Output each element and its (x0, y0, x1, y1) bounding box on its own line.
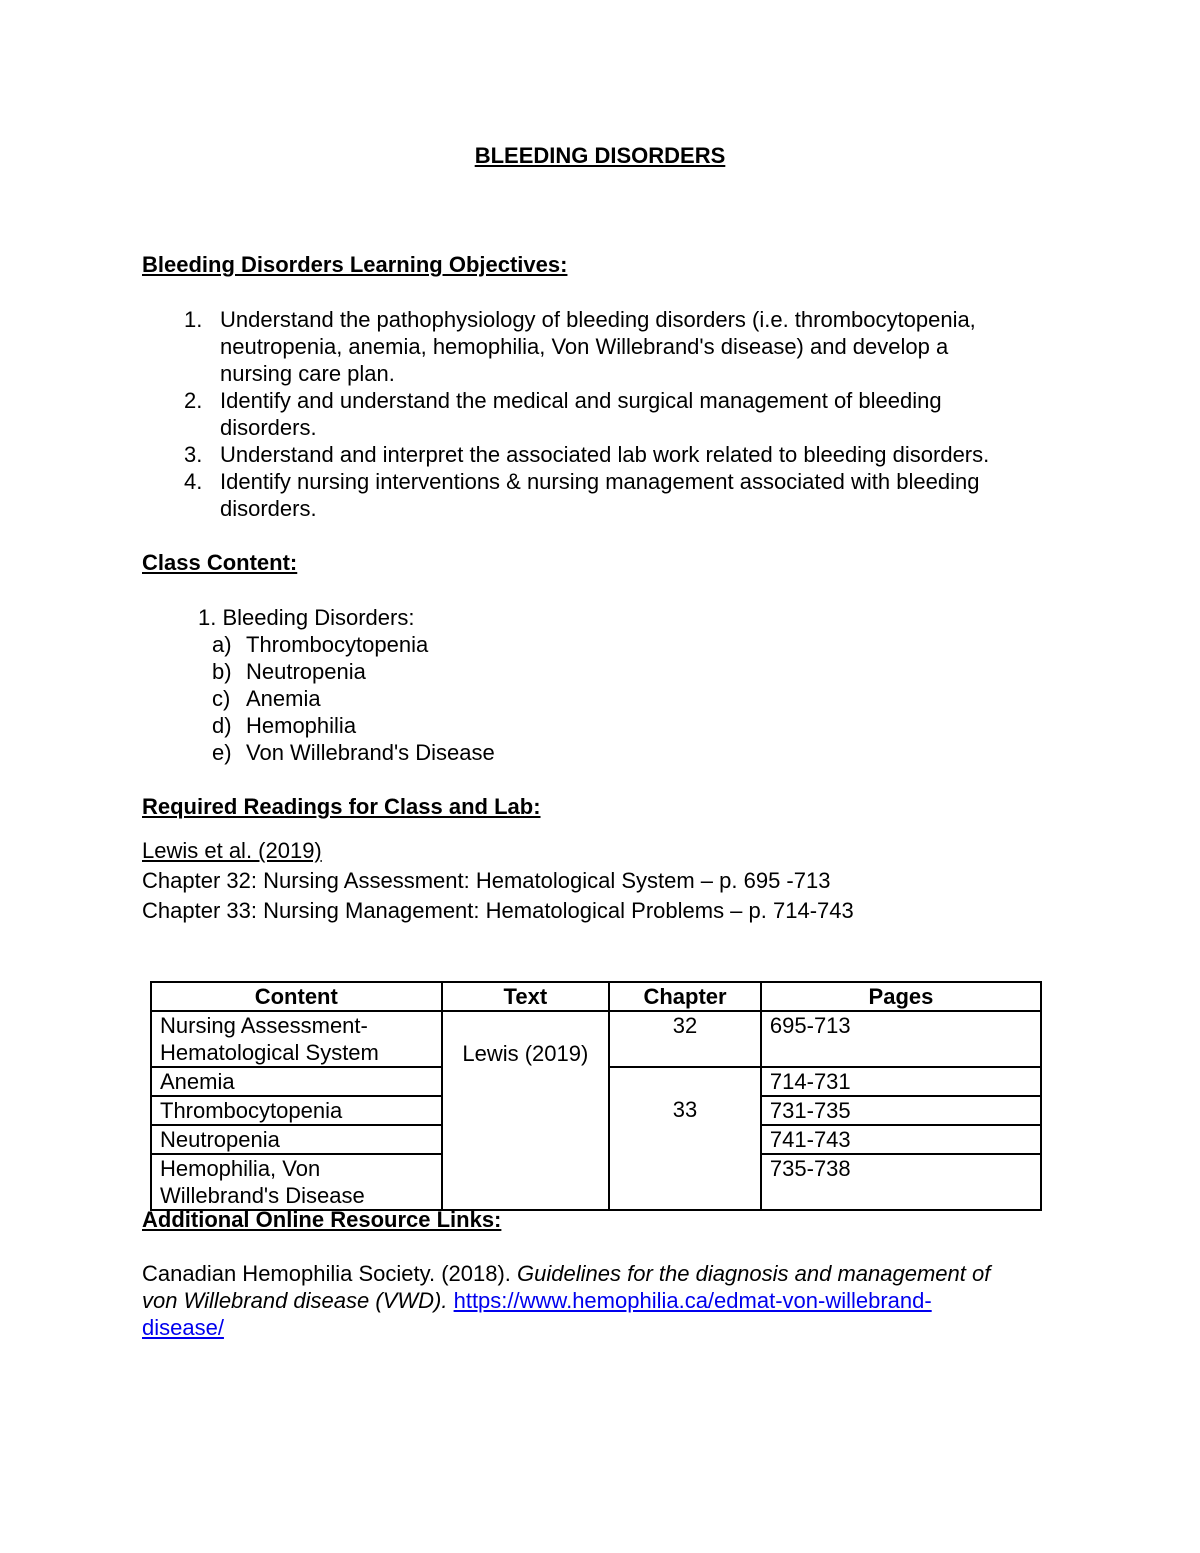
list-item (142, 387, 1062, 441)
table-header: Chapter (609, 982, 761, 1011)
class-content-list (198, 604, 495, 766)
list-item (142, 468, 1062, 522)
table-cell-content (151, 1154, 442, 1210)
resources-heading: Additional Online Resource Links: (142, 1207, 502, 1232)
table-header: Content (151, 982, 442, 1011)
item-line: disorders. (220, 415, 317, 440)
reading-chapter: Chapter 33: Nursing Management: Hematological Problems – p. 714-743 (142, 898, 854, 923)
cell-line: Hemophilia, Von (160, 1156, 321, 1181)
resource-link[interactable]: https://www.hemophilia.ca/edmat-von-willebrand- (453, 1288, 932, 1313)
item-number: 3. (184, 442, 203, 467)
item-number: 2. (184, 388, 203, 413)
table-cell-content: Thrombocytopenia (151, 1096, 442, 1125)
sub-item-text: Von Willebrand's Disease (246, 740, 495, 765)
resource-citation (142, 1260, 1062, 1341)
table-cell-pages: 735-738 (761, 1154, 1041, 1210)
sub-item-letter: e) (212, 740, 232, 765)
sub-item-letter: a) (212, 632, 232, 657)
citation-line (142, 1260, 1062, 1287)
sub-item-text: Hemophilia (246, 713, 357, 738)
item-line: disorders. (220, 496, 317, 521)
list-item (142, 306, 1062, 387)
table-cell-pages: 741-743 (761, 1125, 1041, 1154)
table-cell-text: Lewis (2019) (442, 1011, 610, 1210)
sub-item (198, 739, 495, 766)
objectives-heading: Bleeding Disorders Learning Objectives: (142, 252, 568, 277)
item-line: Identify and understand the medical and surgical management of bleeding (220, 388, 942, 413)
sub-item-text: Thrombocytopenia (246, 632, 429, 657)
item-number: 1. (184, 307, 203, 332)
citation-author: Canadian Hemophilia Society. (2018). (142, 1261, 518, 1286)
sub-item-letter: d) (212, 713, 232, 738)
table-cell-chapter: 32 (609, 1011, 761, 1067)
table-header: Pages (761, 982, 1041, 1011)
reading-source: Lewis et al. (2019) (142, 838, 322, 863)
page-title: BLEEDING DISORDERS (474, 143, 726, 168)
sub-item (198, 631, 495, 658)
item-line: Understand the pathophysiology of bleeding disorders (i.e. thrombocytopenia, (220, 307, 976, 332)
table-cell-content: Neutropenia (151, 1125, 442, 1154)
table-cell-pages: 714-731 (761, 1067, 1041, 1096)
sub-item-text: Anemia (246, 686, 321, 711)
table-cell-pages: 695-713 (761, 1011, 1041, 1067)
citation-title: Guidelines for the diagnosis and management of (517, 1261, 991, 1286)
resource-link[interactable]: disease/ (142, 1315, 224, 1340)
sub-item-text: Neutropenia (246, 659, 366, 684)
sub-item (198, 712, 495, 739)
readings-heading: Required Readings for Class and Lab: (142, 794, 541, 819)
cell-line: Hematological System (160, 1040, 379, 1065)
sub-item-letter: b) (212, 659, 232, 684)
item-line: Understand and interpret the associated lab work related to bleeding disorders. (220, 442, 990, 467)
objectives-list (142, 306, 1062, 522)
citation-line (142, 1287, 1062, 1314)
list-item (142, 441, 1062, 468)
class-content-heading: Class Content: (142, 550, 298, 575)
table-cell-chapter: 33 (609, 1067, 761, 1210)
cell-line: Nursing Assessment- (160, 1013, 368, 1038)
list-item: 1. Bleeding Disorders: (198, 605, 415, 630)
reading-chapter: Chapter 32: Nursing Assessment: Hematological System – p. 695 -713 (142, 868, 831, 893)
readings-table (150, 981, 1042, 1211)
table-header-row (151, 982, 1041, 1011)
item-line: nursing care plan. (220, 361, 395, 386)
sub-item-letter: c) (212, 686, 231, 711)
item-number: 4. (184, 469, 203, 494)
table-cell-content: Anemia (151, 1067, 442, 1096)
citation-title: von Willebrand disease (VWD). (142, 1288, 448, 1313)
table-cell-pages: 731-735 (761, 1096, 1041, 1125)
citation-line (142, 1314, 1062, 1341)
cell-line: Willebrand's Disease (160, 1183, 365, 1208)
table-row (151, 1011, 1041, 1067)
table-cell-content (151, 1011, 442, 1067)
item-line: neutropenia, anemia, hemophilia, Von Willebrand's disease) and develop a (220, 334, 949, 359)
table-header: Text (442, 982, 610, 1011)
item-line: Identify nursing interventions & nursing management associated with bleeding (220, 469, 980, 494)
sub-item (198, 685, 495, 712)
sub-item (198, 658, 495, 685)
readings-block (142, 836, 854, 926)
